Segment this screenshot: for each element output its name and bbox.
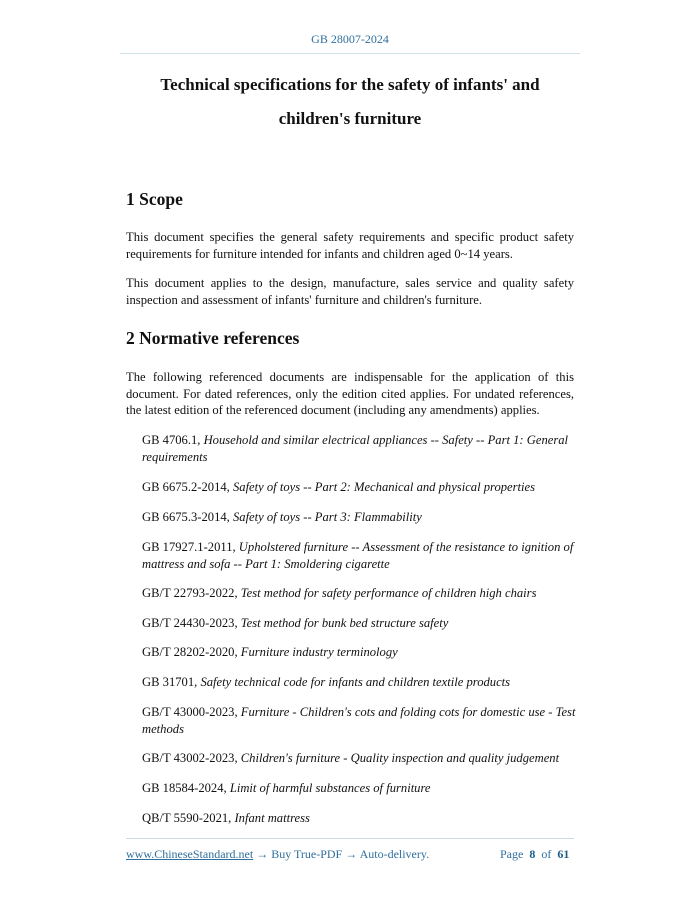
reference-item xyxy=(142,509,576,526)
reference-item xyxy=(142,750,576,767)
reference-title: Infant mattress xyxy=(234,811,310,825)
footer-divider xyxy=(126,838,574,839)
reference-item xyxy=(142,704,576,737)
section-heading-normative-references: 2 Normative references xyxy=(126,328,300,348)
reference-code: GB 4706.1, xyxy=(142,433,204,447)
scope-paragraph-2: This document applies to the design, manufacture, sales service and quality safety inspection and assessment of infants' furniture and children's furniture. xyxy=(126,276,574,307)
reference-title: Children's furniture - Quality inspection and quality judgement xyxy=(240,751,560,765)
document-title-line1: Technical specifications for the safety of infants' and xyxy=(160,75,540,94)
footer-promo xyxy=(126,847,429,862)
document-title-line2: children's furniture xyxy=(278,109,422,128)
reference-title: Upholstered furniture -- Assessment of the resistance to ignition of mattress and sofa -- Part 1: Smoldering cigarette xyxy=(142,540,574,571)
header-divider xyxy=(120,53,580,54)
reference-title: Safety of toys -- Part 2: Mechanical and physical properties xyxy=(232,480,536,494)
reference-title: Test method for safety performance of children high chairs xyxy=(240,586,537,600)
reference-code: GB/T 24430-2023, xyxy=(142,616,241,630)
section-heading-scope: 1 Scope xyxy=(126,189,183,209)
reference-code: GB 18584-2024, xyxy=(142,781,230,795)
reference-title: Furniture industry terminology xyxy=(240,645,398,659)
reference-item xyxy=(142,479,576,496)
reference-title: Test method for bunk bed structure safety xyxy=(240,616,449,630)
reference-code: QB/T 5590-2021, xyxy=(142,811,235,825)
reference-item xyxy=(142,674,576,691)
website-link[interactable]: www.ChineseStandard.net xyxy=(126,847,254,861)
scope-paragraph-1: This document specifies the general safety requirements and specific product safety requirements for furniture intended for infants and children aged 0~14 years. xyxy=(126,230,574,261)
reference-code: GB/T 22793-2022, xyxy=(142,586,241,600)
reference-title: Furniture - Children's cots and folding cots for domestic use - Test methods xyxy=(142,705,576,736)
reference-title: Safety technical code for infants and children textile products xyxy=(200,675,511,689)
document-id-header: GB 28007-2024 xyxy=(311,32,389,46)
reference-title: Safety of toys -- Part 3: Flammability xyxy=(232,510,422,524)
reference-item xyxy=(142,615,576,632)
reference-item xyxy=(142,644,576,661)
of-label: of xyxy=(541,847,552,861)
reference-title: Household and similar electrical appliances -- Safety -- Part 1: General requirements xyxy=(142,433,569,464)
reference-item xyxy=(142,810,576,827)
normative-references-intro: The following referenced documents are indispensable for the application of this document. For dated references, only the edition cited applies. For undated references, the latest edition of the referenced document (including any amendments) applies. xyxy=(126,370,574,417)
reference-code: GB 6675.3-2014, xyxy=(142,510,233,524)
reference-item xyxy=(142,432,576,465)
reference-item xyxy=(142,539,576,572)
reference-code: GB 31701, xyxy=(142,675,201,689)
reference-code: GB/T 43002-2023, xyxy=(142,751,241,765)
reference-title: Limit of harmful substances of furniture xyxy=(229,781,431,795)
reference-item xyxy=(142,585,576,602)
reference-code: GB/T 28202-2020, xyxy=(142,645,241,659)
footer-promo-text: → Buy True-PDF → Auto-delivery. xyxy=(253,847,430,861)
page-number: 8 xyxy=(529,847,536,861)
reference-item xyxy=(142,780,576,797)
page-label: Page xyxy=(500,847,524,861)
total-pages: 61 xyxy=(557,847,570,861)
reference-code: GB 6675.2-2014, xyxy=(142,480,233,494)
page-indicator xyxy=(500,847,569,862)
reference-code: GB/T 43000-2023, xyxy=(142,705,241,719)
reference-code: GB 17927.1-2011, xyxy=(142,540,239,554)
